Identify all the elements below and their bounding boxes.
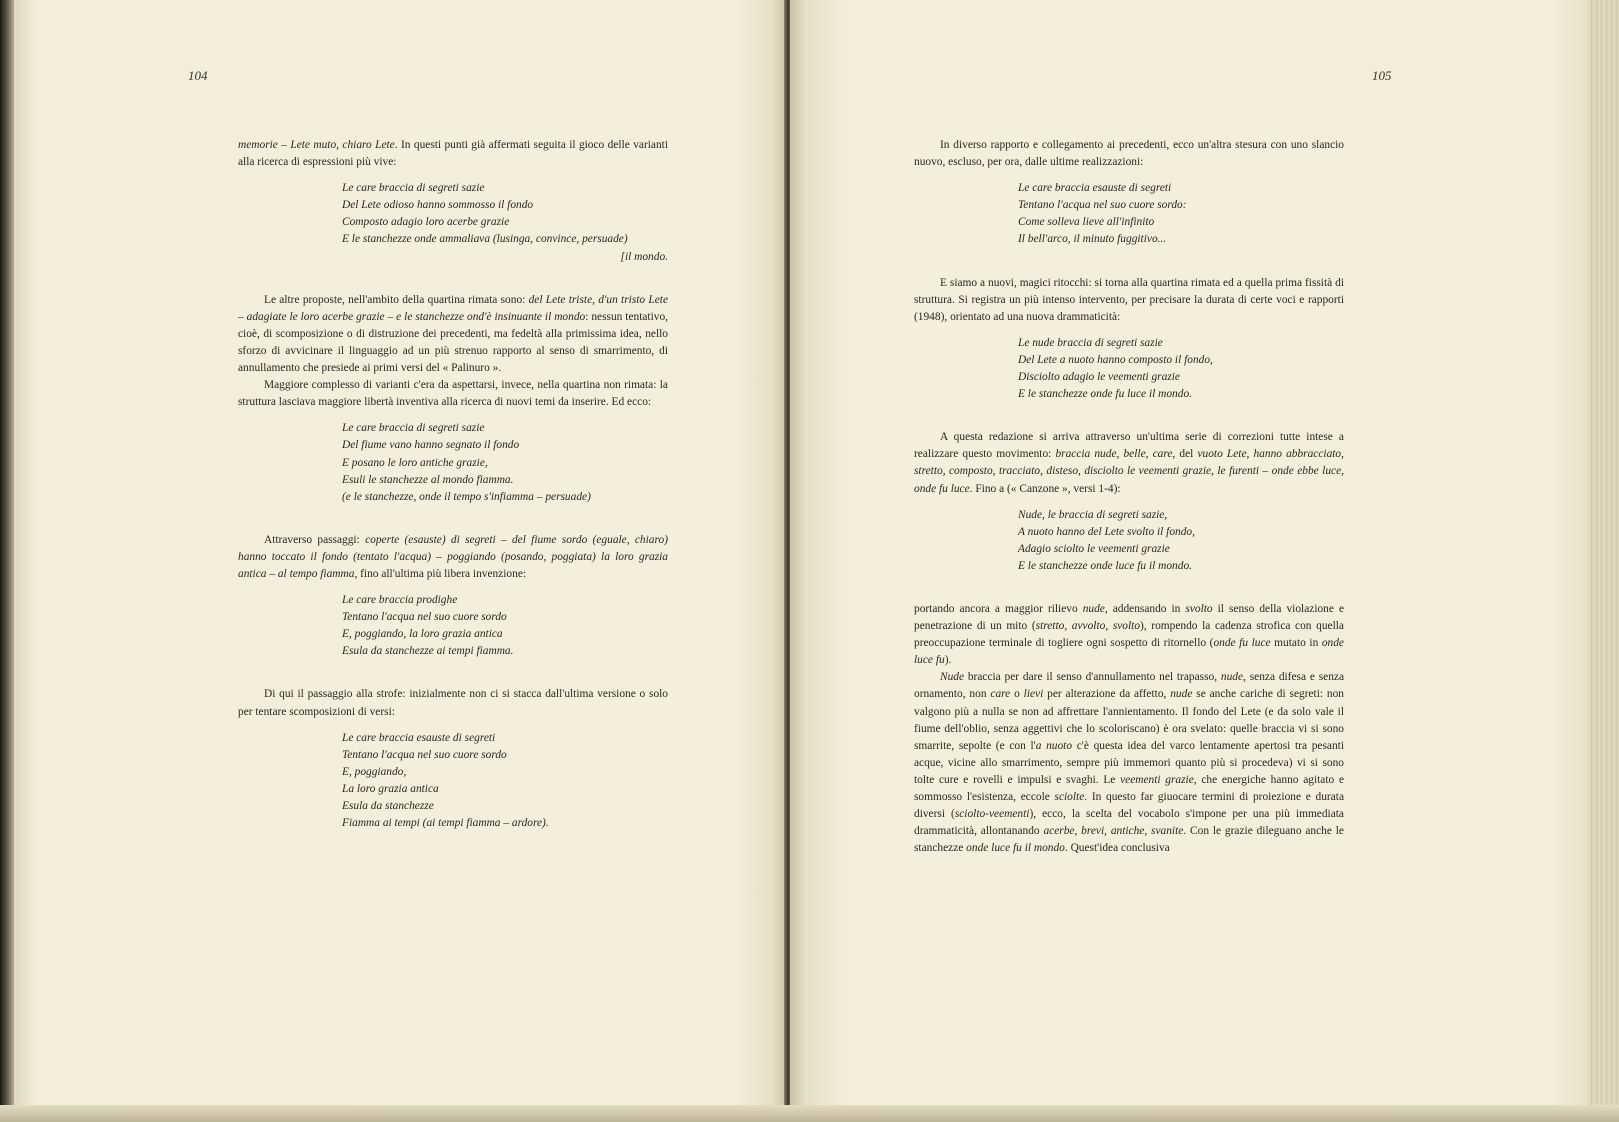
- verse-line: E le stanchezze onde ammaliava (lusinga, convince, persuade): [342, 233, 628, 246]
- verse-line: Esula da stanchezze: [342, 800, 434, 812]
- text-run: Di qui il passaggio alla strofe: inizialmente non ci si stacca dall'ultima versione o solo per tentare scomposizioni di versi:: [238, 688, 668, 718]
- text-run: . In questo far giuocare termini di proiezione e durata diversi (: [914, 791, 1344, 821]
- verse-line: E le stanchezze onde fu luce il mondo.: [1018, 388, 1192, 401]
- text-run: se anche cariche di segreti: non valgono più a nulla se non ad affrettare l'annientamento. Il fondo del Lete (e da solo vale il fiume dell'oblio, senza aggettivi che lo scoloriscano) è ora svelato: quelle braccia vi si sono smarrite, sepolte (e con l': [914, 688, 1345, 752]
- italic-text: care: [990, 688, 1011, 701]
- verse-line: E le stanchezze onde luce fu il mondo.: [1018, 559, 1192, 572]
- text-run: E siamo a nuovi, magici ritocchi: si torna alla quartina rimata ed a quella prima fissità di struttura. Si registra un più intenso intervento, per precisare la durata di certe voci e rapporti (1948), orientato ad una nuova drammaticità:: [914, 276, 1344, 323]
- italic-text: onde luce fu: [914, 637, 1344, 667]
- verse-line: Del fiume vano hanno segnato il fondo: [342, 439, 520, 452]
- text-run: : nessun tentativo, cioè, di scomposizione o di distruzione dei precedenti, ma fedeltà alla primissima idea, nello sforzo di avvicinare il linguaggio ad un più strenuo rapporto al senso di smarrimento, di annullamento che presiede ai primi versi del « Palinuro ».: [238, 310, 668, 375]
- italic-text: sciolte: [1054, 791, 1085, 803]
- paragraph: [914, 601, 1344, 669]
- text-run: c'è questa idea del varco lentamente apertosi tra pesanti acque, vicine allo smarrimento, sempre più immemori quanto più si procedeva) vi si sono tolte cure e rovelli e impulsi e svaghi. Le: [914, 739, 1344, 786]
- right-page-text: [914, 137, 1344, 857]
- verse-line: Tentano l'acqua nel suo cuore sordo: [342, 748, 507, 761]
- text-run: il senso della violazione e penetrazione di un mito (: [914, 602, 1345, 633]
- text-run: , addensando in: [1104, 602, 1186, 615]
- text-run: In diverso rapporto e collegamento ai precedenti, ecco un'altra stesura con uno slancio nuovo, escluso, per ora, dalle ultime realizzazioni:: [914, 139, 1344, 169]
- italic-text: vuoto Lete, hanno abbracciato, stretto, composto, tracciato, disteso, disciolto le veementi grazie, le furenti – onde ebbe luce, onde fu luce: [914, 448, 1344, 495]
- text-run: . Con le grazie dileguano anche le stanchezze: [914, 825, 1344, 855]
- paragraph: [914, 669, 1344, 857]
- italic-text: sciolto-veementi: [954, 808, 1030, 821]
- verse-line: Del Lete odioso hanno sommosso il fondo: [342, 199, 534, 212]
- italic-text: braccia nude, belle, care: [1055, 448, 1173, 461]
- italic-text: veementi grazie: [1120, 773, 1194, 786]
- verse-line: Del Lete a nuoto hanno composto il fondo,: [1018, 353, 1213, 366]
- verse-line: Adagio sciolto le veementi grazie: [1018, 542, 1170, 555]
- verse-line: E posano le loro antiche grazie,: [342, 456, 488, 469]
- verse-line: Fiamma ai tempi (ai tempi fiamma – ardore).: [342, 817, 549, 830]
- verse-quotation: [342, 420, 668, 505]
- verse-line: Esuli le stanchezze al mondo fiamma.: [342, 473, 514, 486]
- verse-line: Le care braccia esauste di segreti: [1018, 182, 1172, 195]
- paragraph: [914, 137, 1344, 171]
- text-run: , fino all'ultima più libera invenzione:: [354, 567, 527, 580]
- italic-text: nude: [1170, 688, 1193, 701]
- paragraph: [238, 686, 668, 720]
- verse-quotation: [342, 592, 668, 660]
- text-run: Maggiore complesso di varianti c'era da aspettarsi, invece, nella quartina non rimata: la struttura lasciava maggiore libertà inventiva alla ricerca di nuovi temi da inserire. Ed ecco:: [238, 379, 668, 409]
- italic-text: nude: [1082, 602, 1105, 615]
- paragraph: [914, 429, 1344, 497]
- book-bottom-edge: [0, 1105, 1619, 1122]
- verse-line: (e le stanchezze, onde il tempo s'infiamma – persuade): [342, 490, 591, 503]
- verse-line: Tentano l'acqua nel suo cuore sordo: [342, 611, 507, 624]
- page-number-right: 105: [1372, 68, 1392, 83]
- paragraph: [914, 275, 1344, 326]
- text-run: portando ancora a maggior rilievo: [914, 602, 1083, 615]
- italic-text: lievi: [1023, 688, 1044, 701]
- verse-line: A nuoto hanno del Lete svolto il fondo,: [1018, 525, 1195, 538]
- text-run: A questa redazione si arriva attraverso un'ultima serie di correzioni tutte intese a realizzare questo movimento:: [914, 431, 1344, 461]
- italic-text: del Lete triste, d'un tristo Lete – adagiate le loro acerbe grazie – e le stanchezze ond'è insinuante il mondo: [238, 293, 669, 323]
- text-run: ).: [944, 654, 952, 667]
- page-number-left: 104: [188, 68, 208, 83]
- verse-quotation: [342, 180, 668, 265]
- text-run: mutato in: [1270, 637, 1322, 650]
- text-run: Attraverso passaggi:: [264, 533, 366, 546]
- italic-text: memorie – Lete muto, chiaro Lete: [238, 139, 395, 151]
- text-run: , che energiche hanno agitato e sommosso l'esistenza, eccole: [914, 773, 1345, 803]
- paragraph: [238, 292, 668, 377]
- italic-text: Nude: [940, 671, 965, 684]
- italic-text: nude: [1220, 671, 1244, 684]
- text-run: . Fino a (« Canzone », versi 1-4):: [969, 482, 1121, 495]
- paragraph: [238, 532, 668, 583]
- verse-line: Nude, le braccia di segreti sazie,: [1018, 508, 1168, 521]
- verse-line: Le care braccia di segreti sazie: [342, 182, 485, 195]
- verse-continuation: [il mondo.: [620, 250, 668, 263]
- verse-quotation: [342, 730, 668, 833]
- verse-line: Le care braccia esauste di segreti: [342, 731, 496, 744]
- italic-text: onde fu luce: [1213, 637, 1271, 650]
- text-run: braccia per dare il senso d'annullamento nel trapasso,: [964, 671, 1221, 684]
- italic-text: a nuoto: [1035, 739, 1073, 752]
- text-run: ), ecco, la scelta del vocabolo s'impone per una più immediata drammaticità, allontanando: [914, 808, 1344, 838]
- text-run: ), rompendo la cadenza strofica con quella preoccupazione terminale di togliere ogni sospetto di ritornello (: [914, 620, 1344, 650]
- verse-line: Disciolto adagio le veementi grazie: [1018, 371, 1180, 384]
- verse-quotation: [1018, 180, 1344, 248]
- text-run: Le altre proposte, nell'ambito della quartina rimata sono:: [264, 293, 529, 306]
- text-run: . Quest'idea conclusiva: [1064, 842, 1170, 855]
- text-run: , del: [1172, 448, 1198, 461]
- verse-line: Esula da stanchezze ai tempi fiamma.: [342, 645, 514, 658]
- verse-line: Come solleva lieve all'infinito: [1018, 216, 1155, 229]
- verse-line: Il bell'arco, il minuto fuggitivo...: [1018, 233, 1167, 246]
- italic-text: coperte (esauste) di segreti – del fiume sordo (eguale, chiaro) hanno toccato il fondo (tentato l'acqua) – poggiando (posando, poggiata) la loro grazia antica – al tempo fiamma: [238, 533, 668, 580]
- italic-text: acerbe, brevi, antiche, svanite: [1043, 825, 1184, 838]
- verse-line: La loro grazia antica: [342, 782, 439, 795]
- text-run: . In questi punti già affermati seguita il gioco delle varianti alla ricerca di espressioni più vive:: [238, 139, 668, 169]
- book-right-edge: [1588, 0, 1619, 1122]
- italic-text: stretto, avvolto, svolto: [1035, 620, 1141, 633]
- verse-quotation: [1018, 507, 1344, 575]
- italic-text: onde luce fu il mondo: [966, 842, 1065, 855]
- verse-line: E, poggiando,: [342, 765, 407, 778]
- verse-quotation: [1018, 335, 1344, 403]
- left-page-text: [238, 137, 668, 841]
- text-run: o: [1010, 688, 1024, 701]
- verse-line: E, poggiando, la loro grazia antica: [342, 628, 503, 641]
- paragraph: [238, 377, 668, 411]
- text-run: , senza difesa e senza ornamento, non: [914, 671, 1344, 701]
- verse-line: Le care braccia di segreti sazie: [342, 422, 485, 435]
- italic-text: svolto: [1185, 602, 1213, 615]
- paragraph: [238, 137, 668, 171]
- text-run: per alterazione da affetto,: [1043, 688, 1171, 701]
- verse-line: Le nude braccia di segreti sazie: [1018, 336, 1163, 349]
- verse-line: Composto adagio loro acerbe grazie: [342, 216, 510, 229]
- verse-line: Le care braccia prodighe: [342, 594, 458, 607]
- verse-line: Tentano l'acqua nel suo cuore sordo:: [1018, 199, 1187, 212]
